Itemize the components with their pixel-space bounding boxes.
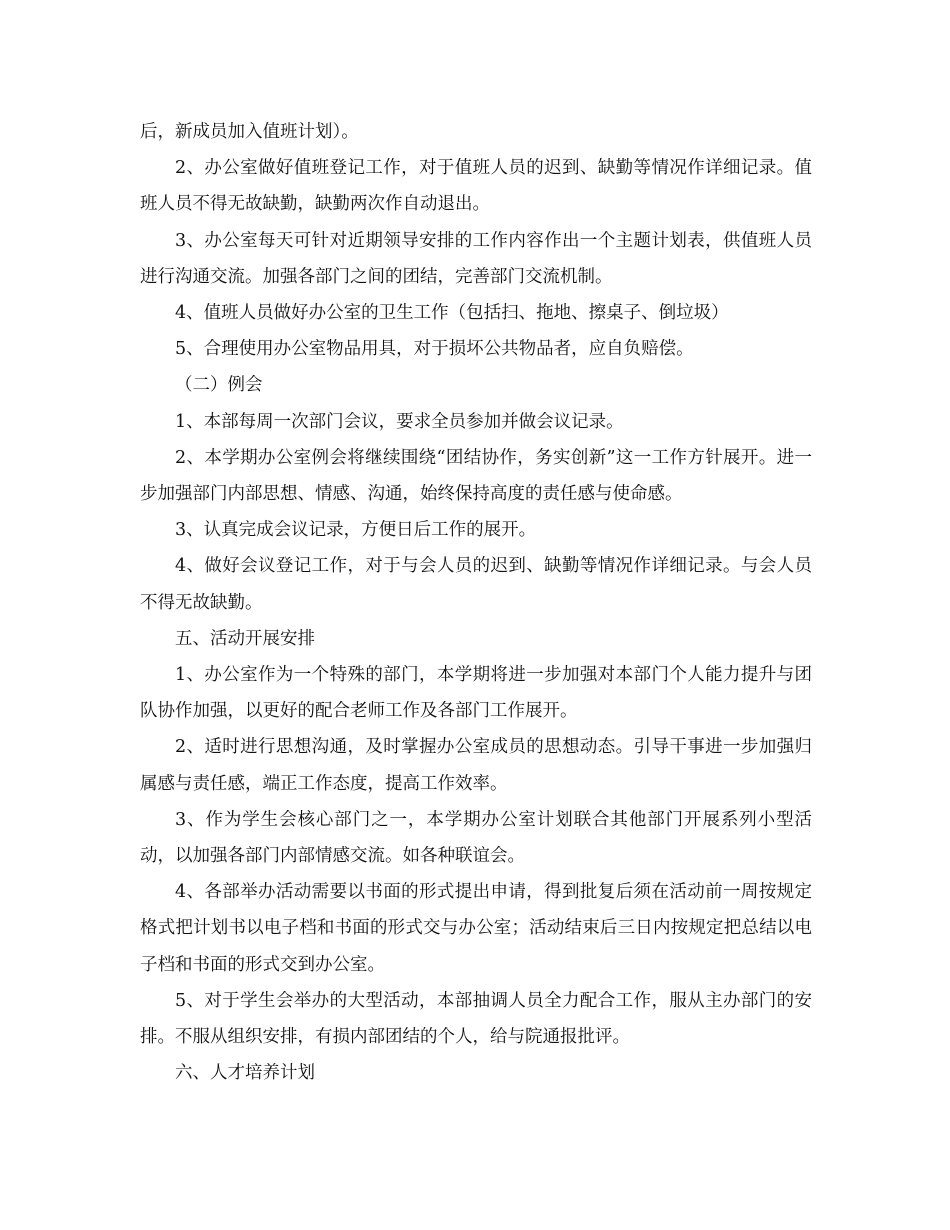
- paragraph-activity-communication: 2、适时进行思想沟通，及时掌握办公室成员的思想动态。引导干事进一步加强归属感与责任感，端正工作态度，提高工作效率。: [140, 737, 812, 794]
- paragraph-activity-ability: 1、办公室作为一个特殊的部门，本学期将进一步加强对本部门个人能力提升与团队协作加强，以更好的配合老师工作及各部门工作展开。: [140, 665, 812, 722]
- paragraph-activity-joint: 3、作为学生会核心部门之一，本学期办公室计划联合其他部门开展系列小型活动，以加强各部门内部情感交流。如各种联谊会。: [140, 809, 812, 867]
- paragraph-supplies: 5、合理使用办公室物品用具，对于损坏公共物品者，应自负赔偿。: [175, 339, 694, 360]
- paragraph-weekly-meeting: 1、本部每周一次部门会议，要求全员参加并做会议记录。: [175, 411, 624, 432]
- paragraph-cleaning: 4、值班人员做好办公室的卫生工作（包括扫、拖地、擦桌子、倒垃圾）: [175, 303, 729, 324]
- heading-activity-plan: 五、活动开展安排: [175, 628, 315, 649]
- paragraph-meeting-attendance: 4、做好会议登记工作，对于与会人员的迟到、缺勤等情况作详细记录。与会人员不得无故缺勤。: [140, 556, 812, 613]
- paragraph-activity-large-events: 5、对于学生会举办的大型活动，本部抽调人员全力配合工作，服从主办部门的安排。不服从组织安排，有损内部团结的个人，给与院通报批评。: [140, 990, 812, 1048]
- paragraph-meeting-policy: 2、本学期办公室例会将继续围绕“团结协作，务实创新”这一工作方针展开。进一步加强部门内部思想、情感、沟通，始终保持高度的责任感与使命感。: [140, 447, 812, 505]
- paragraph-daily-plan: 3、办公室每天可针对近期领导安排的工作内容作出一个主题计划表，供值班人员进行沟通交流。加强各部门之间的团结，完善部门交流机制。: [140, 230, 812, 287]
- paragraph-duty-record: 2、办公室做好值班登记工作，对于值班人员的迟到、缺勤等情况作详细记录。值班人员不得无故缺勤，缺勤两次作自动退出。: [140, 158, 812, 215]
- paragraph-activity-application: 4、各部举办活动需要以书面的形式提出申请，得到批复后须在活动前一周按规定格式把计划书以电子档和书面的形式交与办公室；活动结束后三日内按规定把总结以电子档和书面的形式交到办公室。: [140, 882, 812, 975]
- paragraph-continuation: 后，新成员加入值班计划）。: [140, 122, 359, 142]
- paragraph-meeting-minutes: 3、认真完成会议记录，方便日后工作的展开。: [175, 520, 537, 541]
- document-body: [140, 114, 812, 1091]
- heading-talent-training: 六、人才培养计划: [175, 1063, 315, 1084]
- heading-regular-meeting: （二）例会: [175, 375, 263, 396]
